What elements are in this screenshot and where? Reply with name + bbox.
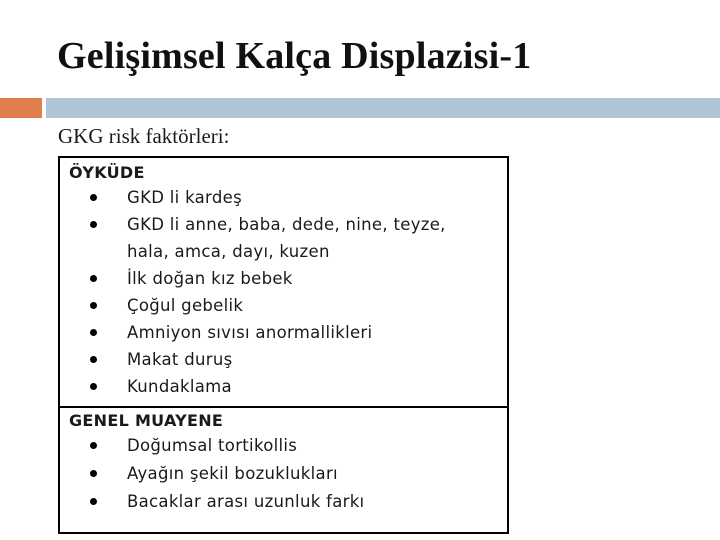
list-item: Kundaklama [69,373,507,400]
list-item: Ayağın şekil bozuklukları [69,460,507,488]
slide-subtitle: GKG risk faktörleri: [58,124,230,148]
history-section [60,158,507,408]
list-item: Bacaklar arası uzunluk farkı [69,488,507,516]
bullet-icon [90,383,97,390]
bullet-icon [90,221,97,228]
bullet-icon [90,356,97,363]
exam-list [69,432,507,516]
list-item: Çoğul gebelik [69,292,507,319]
bullet-icon [90,498,97,505]
list-item: Amniyon sıvısı anormallikleri [69,319,507,346]
list-item: GKD li anne, baba, dede, nine, teyze, hala, amca, dayı, kuzen [69,211,487,265]
bullet-icon [90,194,97,201]
list-item: İlk doğan kız bebek [69,265,507,292]
slide-title: Gelişimsel Kalça Displazisi-1 [57,35,532,77]
accent-bar [0,98,42,118]
history-list [69,184,507,400]
risk-factors-table [58,156,509,534]
list-item: GKD li kardeş [69,184,507,211]
bullet-icon [90,470,97,477]
bullet-icon [90,302,97,309]
bullet-icon [90,442,97,449]
list-item: Doğumsal tortikollis [69,432,507,460]
exam-section [60,408,507,516]
exam-heading: GENEL MUAYENE [69,411,224,430]
title-underline-bar [46,98,720,118]
bullet-icon [90,329,97,336]
history-heading: ÖYKÜDE [69,163,145,182]
list-item: Makat duruş [69,346,507,373]
bullet-icon [90,275,97,282]
